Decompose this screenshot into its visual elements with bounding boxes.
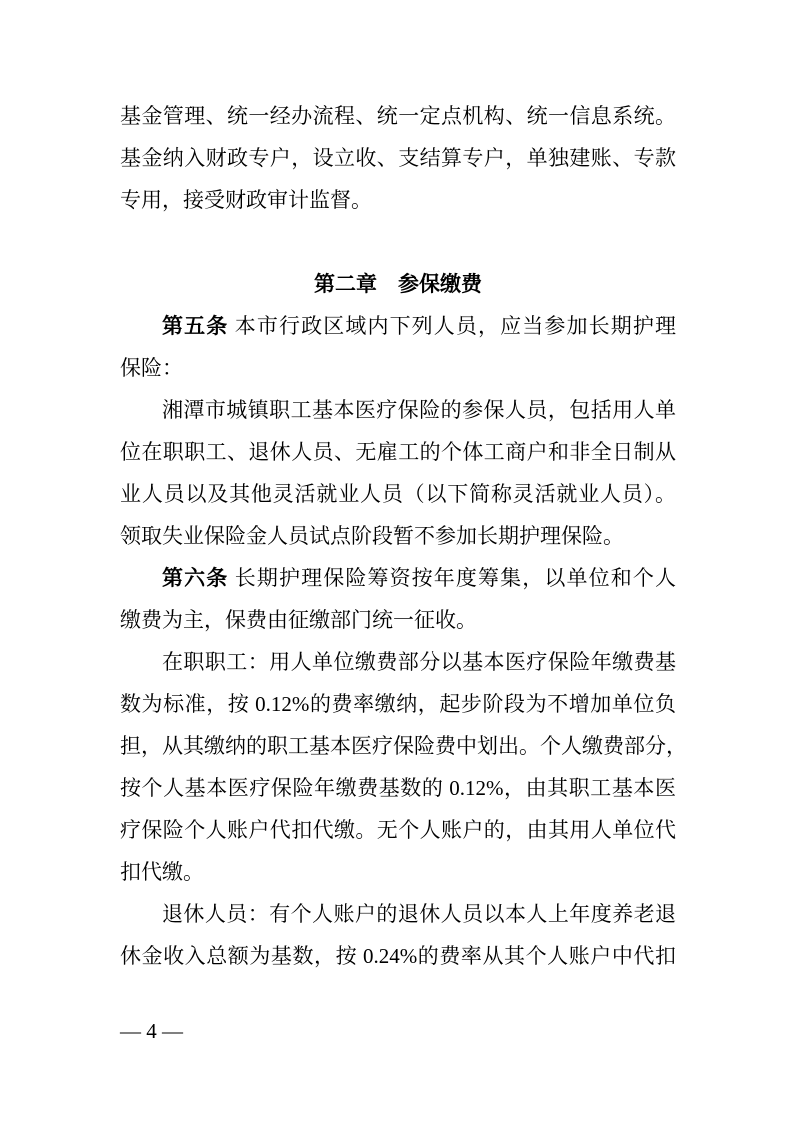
article-number: 第六条 bbox=[162, 566, 229, 590]
body-line: 数为标准，按 0.12%的费率缴纳，起步阶段为不增加单位负 bbox=[120, 692, 676, 716]
body-line: 基金纳入财政专户，设立收、支结算专户，单独建账、专款 bbox=[120, 146, 676, 170]
body-line: 业人员以及其他灵活就业人员（以下简称灵活就业人员）。 bbox=[120, 482, 676, 506]
blank-line bbox=[120, 221, 676, 263]
body-line bbox=[120, 305, 676, 347]
body-line: 疗保险个人账户代扣代缴。无个人账户的，由其用人单位代 bbox=[120, 818, 676, 842]
body-line: 休金收入总额为基数，按 0.24%的费率从其个人账户中代扣 bbox=[120, 944, 676, 968]
body-line: 缴费为主，保费由征缴部门统一征收。 bbox=[120, 608, 477, 632]
chapter-heading: 第二章 参保缴费 bbox=[314, 272, 482, 296]
body-text: 本市行政区域内下列人员，应当参加长期护理 bbox=[228, 314, 676, 338]
body-line: 退休人员：有个人账户的退休人员以本人上年度养老退 bbox=[162, 902, 676, 926]
body-line bbox=[120, 557, 676, 599]
document-body bbox=[120, 95, 687, 977]
body-line: 按个人基本医疗保险年缴费基数的 0.12%，由其职工基本医 bbox=[120, 776, 676, 800]
page-number: — 4 — bbox=[120, 1019, 183, 1043]
body-line: 湘潭市城镇职工基本医疗保险的参保人员，包括用人单 bbox=[162, 398, 676, 422]
body-line: 基金管理、统一经办流程、统一定点机构、统一信息系统。 bbox=[120, 104, 676, 128]
body-line: 担，从其缴纳的职工基本医疗保险费中划出。个人缴费部分， bbox=[120, 734, 687, 758]
body-text: 长期护理保险筹资按年度筹集，以单位和个人 bbox=[228, 566, 676, 590]
body-line: 位在职职工、退休人员、无雇工的个体工商户和非全日制从 bbox=[120, 440, 676, 464]
body-line: 领取失业保险金人员试点阶段暂不参加长期护理保险。 bbox=[120, 524, 624, 548]
body-line: 专用，接受财政审计监督。 bbox=[120, 188, 372, 212]
body-line: 扣代缴。 bbox=[120, 860, 204, 884]
body-line: 在职职工：用人单位缴费部分以基本医疗保险年缴费基 bbox=[162, 650, 676, 674]
article-number: 第五条 bbox=[162, 314, 229, 338]
body-line: 保险： bbox=[120, 356, 183, 380]
